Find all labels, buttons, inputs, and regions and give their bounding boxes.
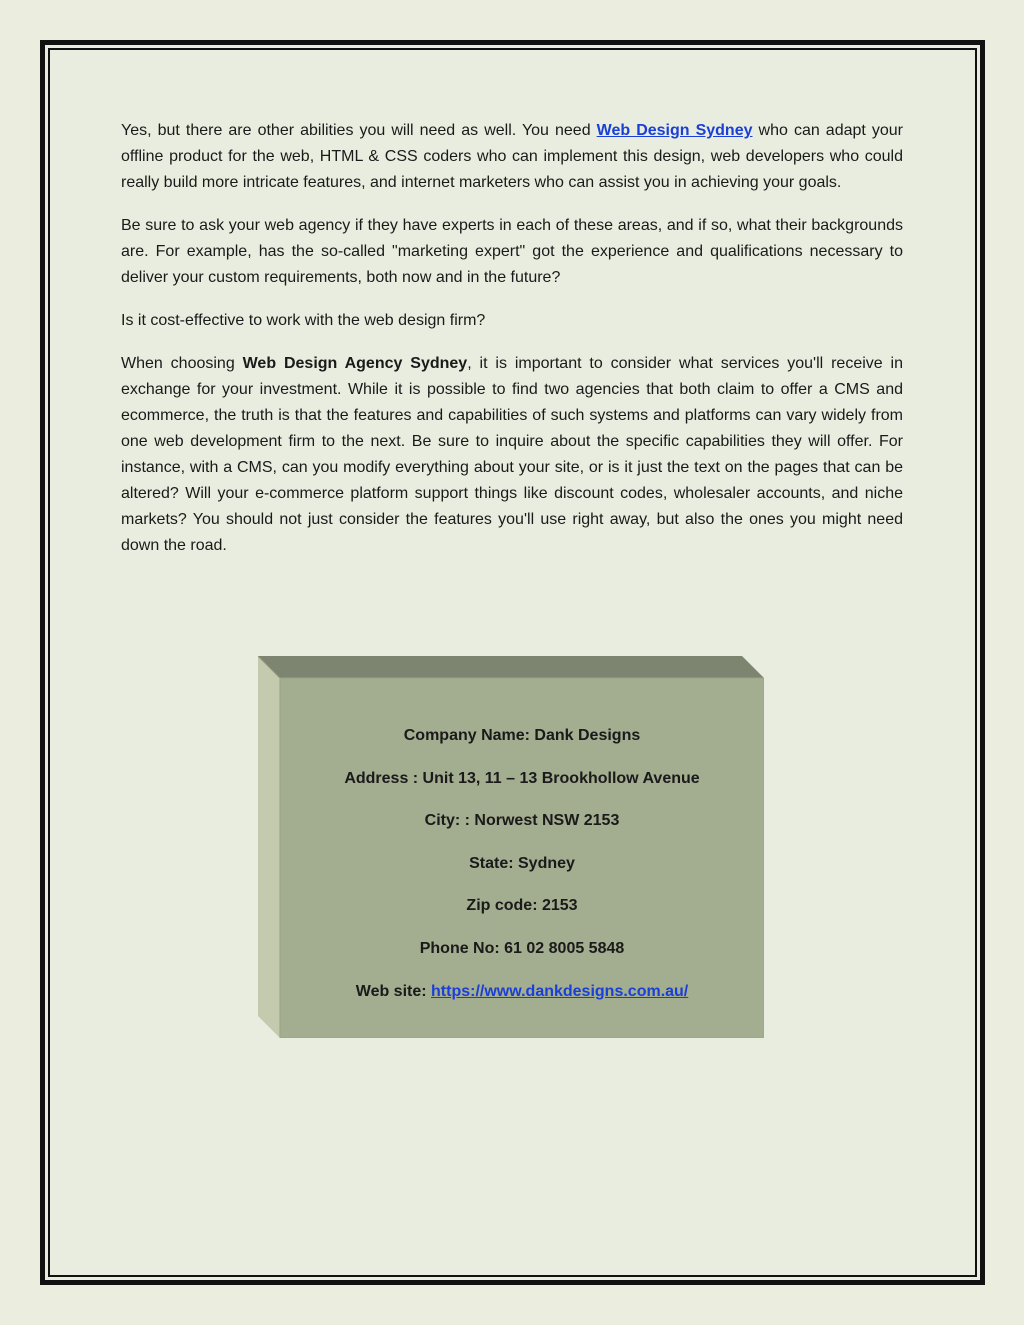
web-design-agency-sydney-emphasis: Web Design Agency Sydney bbox=[242, 355, 468, 372]
article-body bbox=[121, 118, 903, 576]
website-label: Web site: bbox=[355, 982, 432, 1000]
website-line bbox=[280, 982, 764, 1025]
contact-details bbox=[280, 726, 764, 1024]
website-link[interactable]: https://www.dankdesigns.com.au/ bbox=[431, 982, 689, 1000]
address: Address : Unit 13, 11 – 13 Brookhollow Avenue bbox=[344, 769, 700, 787]
paragraph-1-text-end: who can adapt your offline product for the web, HTML & CSS coders who can implement this design, web developers who could really build more intricate features, and internet marketers who can assist you in achieving your goals. bbox=[121, 122, 904, 191]
box-left-bevel bbox=[258, 656, 280, 1038]
city: City: : Norwest NSW 2153 bbox=[424, 812, 620, 830]
paragraph-4 bbox=[121, 351, 903, 559]
paragraph-4-text-end: , it is important to consider what services you'll receive in exchange for your investment. While it is possible to find two agencies that both claim to offer a CMS and ecommerce, the truth is that the features and capabilities of such systems and platforms can vary widely from one web development firm to the next. Be sure to inquire about the specific capabilities they will offer. For instance, with a CMS, can you modify everything about your site, or is it just the text on the pages that can be altered? Will your e-commerce platform support things like discount codes, wholesaler accounts, and niche markets? You should not just consider the features you'll use right away, but also the ones you might need down the road. bbox=[121, 355, 904, 554]
paragraph-3: Is it cost-effective to work with the web design firm? bbox=[121, 312, 486, 329]
paragraph-2: Be sure to ask your web agency if they have experts in each of these areas, and if so, what their backgrounds are. For example, has the so-called "marketing expert" got the experience and qualifications necessary to deliver your custom requirements, both now and in the future? bbox=[121, 217, 903, 286]
paragraph-1 bbox=[121, 118, 903, 196]
paragraph-1-text-start: Yes, but there are other abilities you will need as well. You need bbox=[121, 122, 597, 139]
company-name: Company Name: Dank Designs bbox=[403, 727, 641, 744]
paragraph-4-text-start: When choosing bbox=[121, 355, 243, 372]
web-design-sydney-link[interactable]: Web Design Sydney bbox=[596, 122, 753, 139]
phone-number: Phone No: 61 02 8005 5848 bbox=[419, 939, 625, 957]
state: State: Sydney bbox=[469, 854, 575, 872]
zip-code: Zip code: 2153 bbox=[466, 897, 578, 915]
box-top-bevel bbox=[258, 656, 764, 678]
contact-info-box bbox=[258, 656, 764, 1038]
